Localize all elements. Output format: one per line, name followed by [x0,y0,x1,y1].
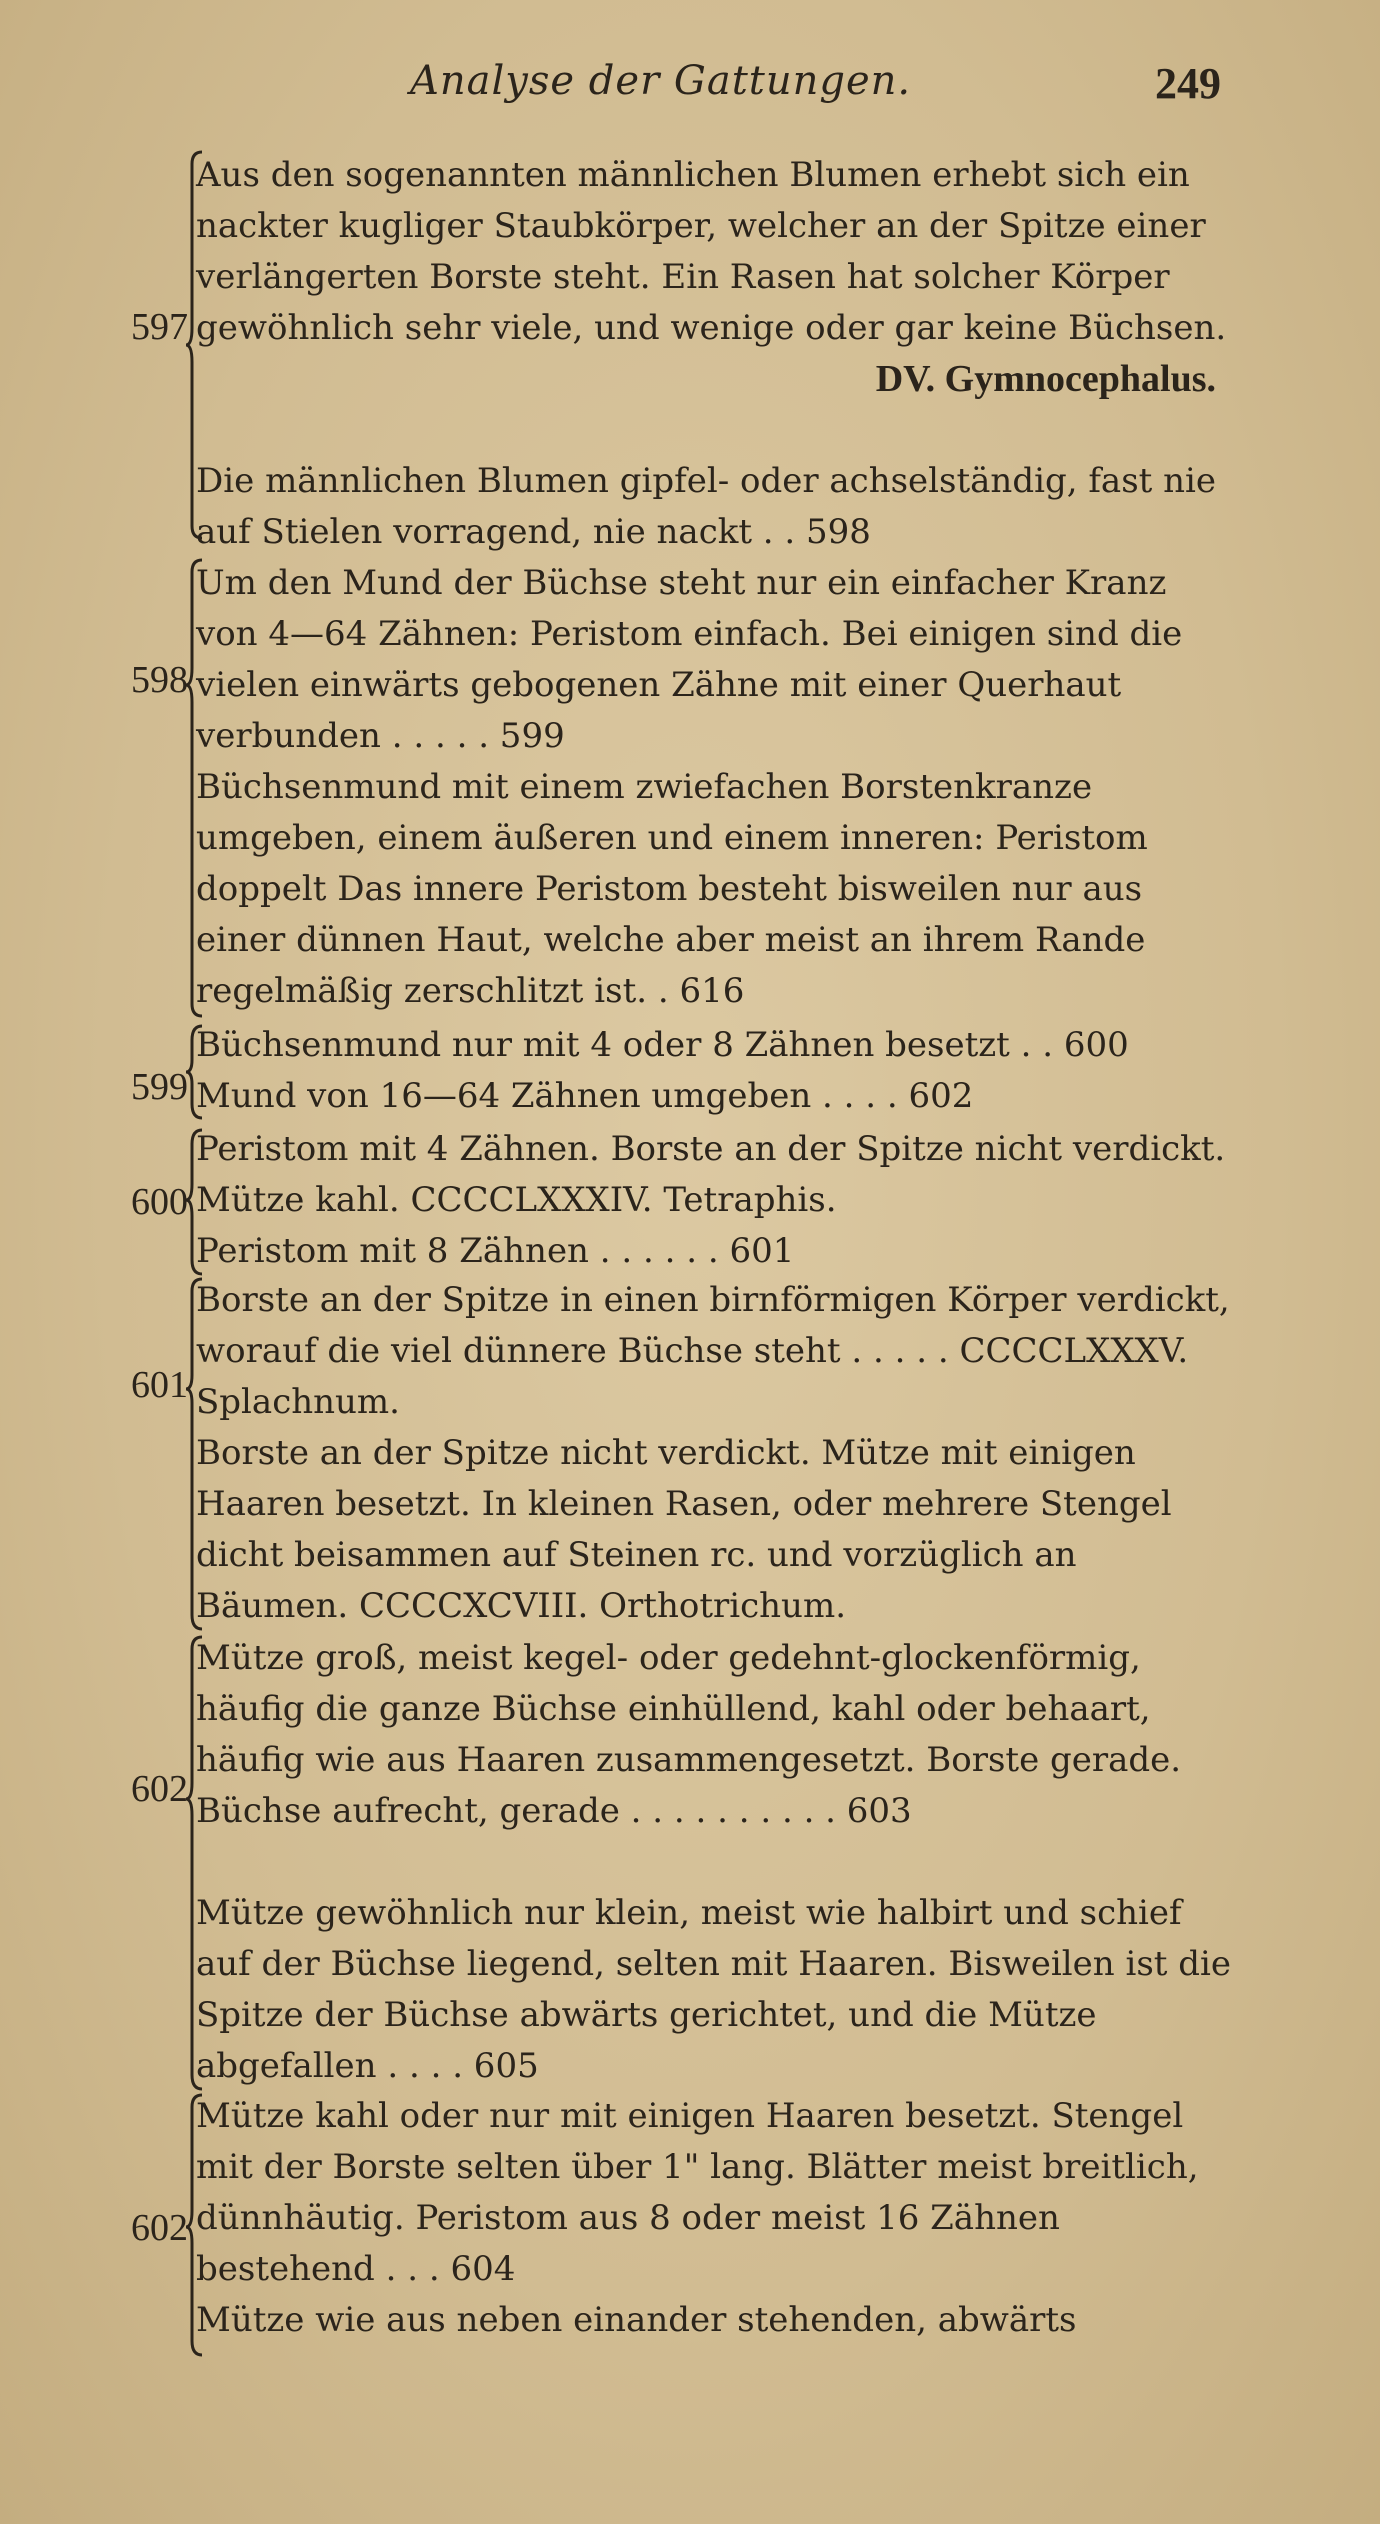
couplet-601 [0,1275,1380,1633]
running-title: Analyse der Gattungen. [410,58,912,104]
couplet-number: 598 [131,659,188,701]
couplet-number: 599 [131,1066,188,1108]
lead-602-b [196,1888,1236,2092]
lead-text: Borste an der Spitze in einen birnförmigen Körper verdickt, worauf die viel dünnere Büchse steht . . . . . CCCCLXXXV. Splachnum. [196,1280,1230,1422]
couplet-602-second [0,2091,1380,2359]
lead-602-second-a [196,2091,1236,2295]
page-number: 249 [1155,59,1221,108]
lead-text: Mund von 16—64 Zähnen umgeben . . . . 602 [196,1076,974,1116]
lead-599-b [196,1071,1236,1122]
couplet-602 [0,1633,1380,2093]
lead-598-a [196,558,1236,762]
couplet-598 [0,558,1380,1018]
lead-602-a [196,1633,1236,1837]
lead-text: Peristom mit 4 Zähnen. Borste an der Spitze nicht verdickt. Mütze kahl. CCCCLXXXIV. Tetraphis. [196,1129,1226,1220]
couplet-599 [0,1020,1380,1124]
couplet-number: 597 [131,306,188,348]
couplet-600 [0,1124,1380,1280]
lead-text: Aus den sogenannten männlichen Blumen erhebt sich ein nackter kugliger Staubkörper, welcher an der Spitze einer verlängerten Borste steht. Ein Rasen hat solcher Körper gewöhnlich sehr viele, und wenige oder gar keine Büchsen. [196,155,1227,348]
couplet-number: 602 [131,1768,188,1810]
lead-text: Peristom mit 8 Zähnen . . . . . . 601 [196,1231,795,1271]
lead-text: Büchsenmund mit einem zwiefachen Borstenkranze umgeben, einem äußeren und einem inneren: Peristom doppelt Das innere Peristom besteht bisweilen nur aus einer dünnen Haut, welche aber meist an ihrem Rande regelmäßig zerschlitzt ist. . 616 [196,767,1148,1011]
page-header [0,58,1380,118]
lead-text: Mütze wie aus neben einander stehenden, abwärts [196,2300,1077,2340]
lead-598-b [196,762,1236,1017]
lead-602-second-b [196,2295,1236,2346]
genus-name: DV. Gymnocephalus. [875,358,1216,400]
lead-600-b [196,1226,1236,1277]
couplet-number: 601 [131,1364,188,1406]
couplet-number: 600 [131,1181,188,1223]
lead-text: Die männlichen Blumen gipfel- oder achselständig, fast nie auf Stielen vorragend, nie nackt . . 598 [196,461,1217,552]
couplet-number: 602 [131,2207,188,2249]
lead-597-b [196,456,1236,558]
lead-599-a [196,1020,1236,1071]
lead-text: Mütze gewöhnlich nur klein, meist wie halbirt und schief auf der Büchse liegend, selten mit Haaren. Bisweilen ist die Spitze der Büchse abwärts gerichtet, und die Mütze abgefallen . . . . 605 [196,1893,1231,2086]
lead-text: Mütze kahl oder nur mit einigen Haaren besetzt. Stengel mit der Borste selten über 1" lang. Blätter meist breitlich, dünnhäutig. Peristom aus 8 oder meist 16 Zähnen bestehend . . . 604 [196,2096,1199,2289]
couplet-597 [0,150,1380,552]
lead-text: Mütze groß, meist kegel- oder gedehnt-glockenförmig, häufig die ganze Büchse einhüllend, kahl oder behaart, häufig wie aus Haaren zusammengesetzt. Borste gerade. Büchse aufrecht, gerade . . . . . . . . . . 603 [196,1638,1182,1831]
lead-text: Borste an der Spitze nicht verdickt. Mütze mit einigen Haaren besetzt. In kleinen Rasen, oder mehrere Stengel dicht beisammen auf Steinen rc. und vorzüglich an Bäumen. CCCCXCVIII. Orthotrichum. [196,1433,1172,1626]
lead-text: Um den Mund der Büchse steht nur ein einfacher Kranz von 4—64 Zähnen: Peristom einfach. Bei einigen sind die vielen einwärts gebogenen Zähne mit einer Querhaut verbunden . . . . . 599 [196,563,1183,756]
lead-601-a [196,1275,1236,1428]
lead-text: Büchsenmund nur mit 4 oder 8 Zähnen besetzt . . 600 [196,1025,1129,1065]
lead-601-b [196,1428,1236,1632]
lead-600-a [196,1124,1236,1226]
lead-597-a [196,150,1236,405]
